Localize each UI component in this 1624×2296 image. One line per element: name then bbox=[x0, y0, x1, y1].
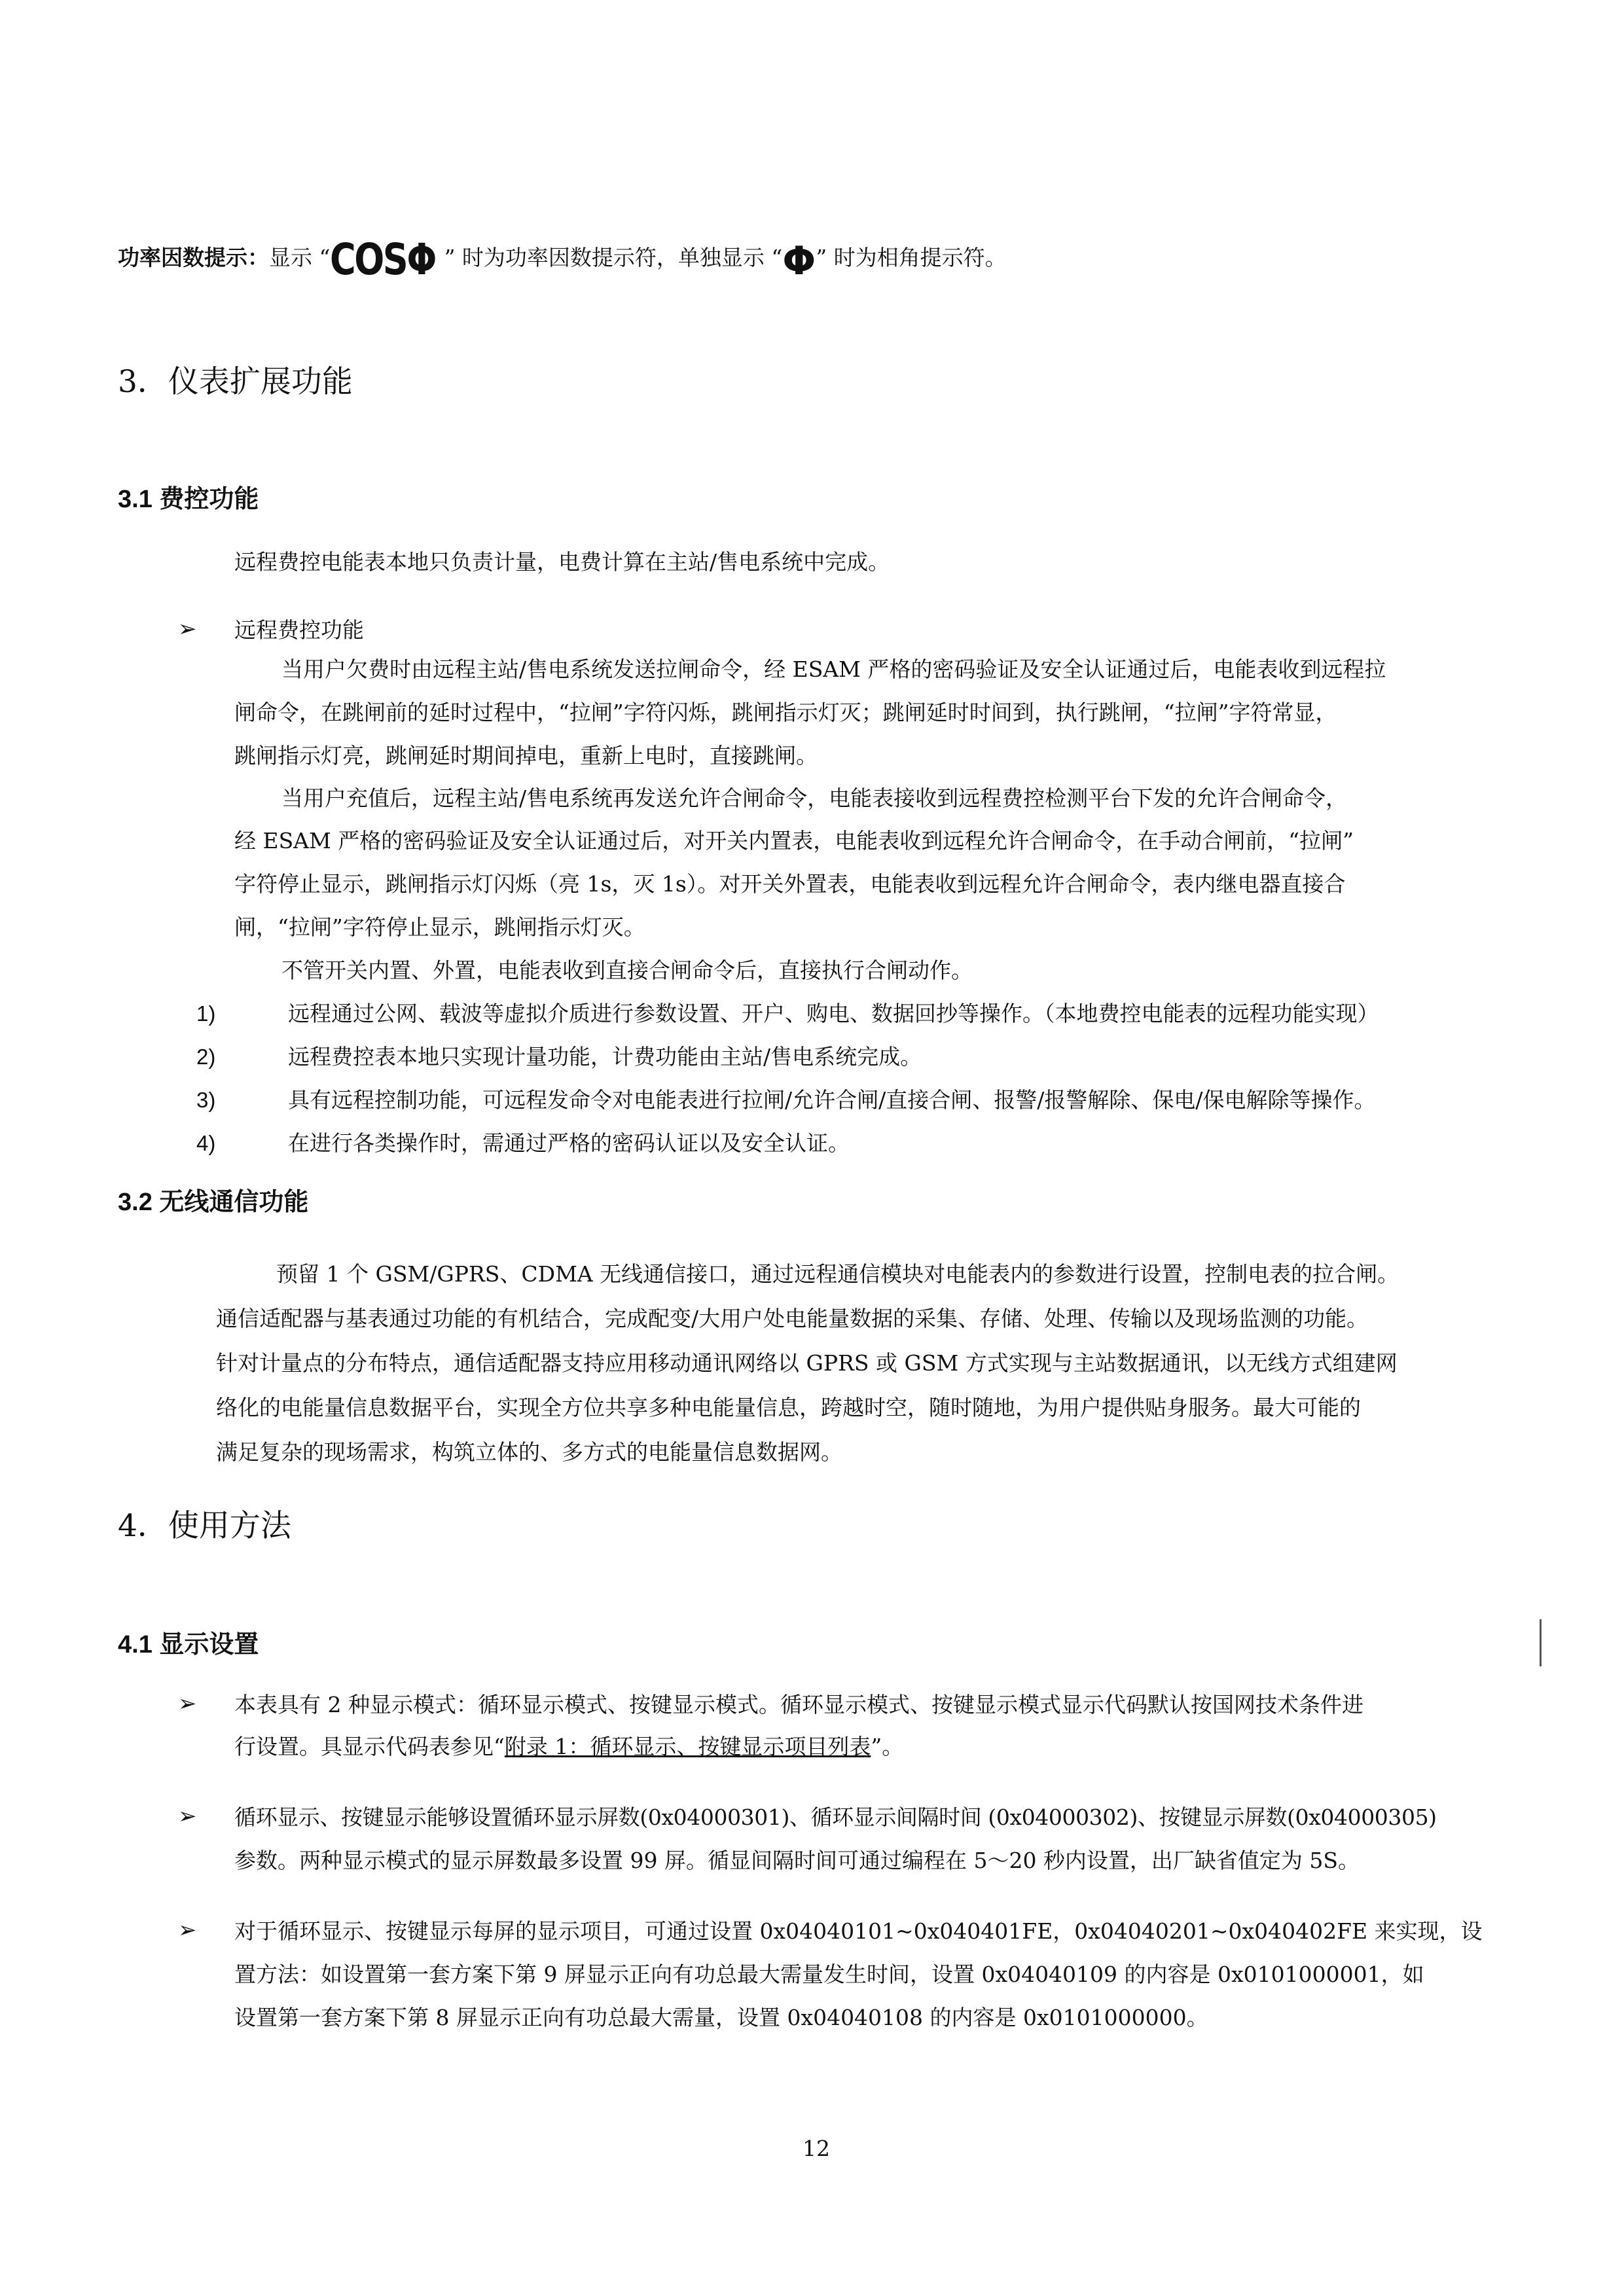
list-item: 远程通过公网、载波等虚拟介质进行参数设置、开户、购电、数据回抄等操作。（本地费控电能表的远程功能实现） bbox=[288, 1001, 1379, 1026]
b1-line2-pre: 行设置。具显示代码表参见“ bbox=[234, 1734, 505, 1759]
bullet-arrow-icon: ➢ bbox=[178, 1691, 197, 1717]
list-number: 3) bbox=[196, 1088, 216, 1112]
para-line: 参数。两种显示模式的显示屏数最多设置 99 屏。循显间隔时间可通过编程在 5～20 秒内设置，出厂缺省值定为 5S。 bbox=[234, 1848, 1360, 1873]
phi-symbol: Φ bbox=[782, 238, 816, 284]
bullet-title-remote-control: 远程费控功能 bbox=[234, 617, 364, 643]
pf-text-3: ” 时为相角提示符。 bbox=[816, 245, 1007, 270]
list-number: 4) bbox=[196, 1131, 216, 1155]
para-line: 当用户充值后，远程主站/售电系统再发送允许合闸命令，电能表接收到远程费控检测平台下发的允许合闸命令， bbox=[281, 785, 1348, 811]
list-item: 远程费控表本地只实现计量功能，计费功能由主站/售电系统完成。 bbox=[288, 1044, 922, 1069]
para-line: 字符停止显示，跳闸指示灯闪烁（亮 1s，灭 1s）。对开关外置表，电能表收到远程允许合闸命令，表内继电器直接合 bbox=[234, 871, 1346, 897]
para-line: 本表具有 2 种显示模式：循环显示模式、按键显示模式。循环显示模式、按键显示模式显示代码默认按国网技术条件进 bbox=[234, 1692, 1363, 1717]
para-line: 满足复杂的现场需求，构筑立体的、多方式的电能量信息数据网。 bbox=[216, 1439, 842, 1465]
appendix-link[interactable]: 附录 1：循环显示、按键显示项目列表 bbox=[504, 1734, 871, 1759]
list-number: 1) bbox=[196, 1001, 216, 1026]
para-line: 不管开关内置、外置，电能表收到直接合闸命令后，直接执行合闸动作。 bbox=[281, 958, 973, 983]
power-factor-label: 功率因数提示： bbox=[118, 245, 269, 270]
cos-phi-symbol: COSΦ bbox=[330, 234, 436, 285]
para-line: 预留 1 个 GSM/GPRS、CDMA 无线通信接口，通过远程通信模块对电能表内的参数进行设置，控制电表的拉合闸。 bbox=[276, 1261, 1399, 1287]
para-line: 跳闸指示灯亮，跳闸延时期间掉电，重新上电时，直接跳闸。 bbox=[234, 743, 818, 768]
list-item: 在进行各类操作时，需通过严格的密码认证以及安全认证。 bbox=[288, 1130, 850, 1156]
para-line: 络化的电能量信息数据平台，实现全方位共享多种电能量信息，跨越时空，随时随地，为用户提供贴身服务。最大可能的 bbox=[216, 1395, 1361, 1420]
page-number: 12 bbox=[803, 2136, 830, 2161]
para-line: 当用户欠费时由远程主站/售电系统发送拉闸命令，经 ESAM 严格的密码验证及安全认证通过后，电能表收到远程拉 bbox=[281, 656, 1386, 682]
para-line: 经 ESAM 严格的密码验证及安全认证通过后，对开关内置表，电能表收到远程允许合闸命令，在手动合闸前，“拉闸” bbox=[234, 828, 1354, 853]
section-3-1-heading: 3.1 费控功能 bbox=[118, 486, 259, 513]
pf-text-1: 显示 “ bbox=[269, 245, 331, 270]
bullet-arrow-icon: ➢ bbox=[178, 616, 197, 642]
b1-line2-post: ”。 bbox=[871, 1734, 904, 1759]
section-4-heading: 4．使用方法 bbox=[118, 1508, 291, 1544]
section-3-1-intro: 远程费控电能表本地只负责计量，电费计算在主站/售电系统中完成。 bbox=[234, 549, 890, 575]
para-line: 针对计量点的分布特点，通信适配器支持应用移动通讯网络以 GPRS 或 GSM 方式实现与主站数据通讯，以无线方式组建网 bbox=[216, 1350, 1398, 1376]
para-line: 闸，“拉闸”字符停止显示，跳闸指示灯灭。 bbox=[234, 914, 645, 940]
section-3-2-heading: 3.2 无线通信功能 bbox=[118, 1189, 309, 1216]
list-item: 具有远程控制功能，可远程发命令对电能表进行拉闸/允许合闸/直接合闸、报警/报警解除、保电/保电解除等操作。 bbox=[288, 1087, 1376, 1113]
para-line bbox=[234, 1736, 903, 1757]
list-number: 2) bbox=[196, 1045, 216, 1069]
section-3-heading: 3．仪表扩展功能 bbox=[118, 364, 353, 400]
change-bar bbox=[1540, 1619, 1542, 1666]
para-line: 对于循环显示、按键显示每屏的显示项目，可通过设置 0x04040101~0x040401FE，0x04040201~0x040402FE 来实现，设 bbox=[234, 1918, 1483, 1944]
pf-text-2: ” 时为功率因数提示符，单独显示 “ bbox=[444, 245, 783, 270]
section-4-1-heading: 4.1 显示设置 bbox=[118, 1631, 259, 1659]
bullet-arrow-icon: ➢ bbox=[178, 1917, 197, 1943]
para-line: 通信适配器与基表通过功能的有机结合，完成配变/大用户处电能量数据的采集、存储、处理、传输以及现场监测的功能。 bbox=[216, 1306, 1369, 1331]
bullet-arrow-icon: ➢ bbox=[178, 1803, 197, 1829]
power-factor-line bbox=[118, 234, 1007, 285]
para-line: 循环显示、按键显示能够设置循环显示屏数(0x04000301)、循环显示间隔时间 (0x04000302)、按键显示屏数(0x04000305) bbox=[234, 1804, 1437, 1830]
para-line: 置方法：如设置第一套方案下第 9 屏显示正向有功总最大需量发生时间，设置 0x04040109 的内容是 0x0101000001，如 bbox=[234, 1962, 1424, 1987]
para-line: 闸命令，在跳闸前的延时过程中，“拉闸”字符闪烁，跳闸指示灯灭；跳闸延时时间到，执行跳闸，“拉闸”字符常显， bbox=[234, 700, 1337, 725]
para-line: 设置第一套方案下第 8 屏显示正向有功总最大需量，设置 0x04040108 的内容是 0x0101000000。 bbox=[234, 2005, 1208, 2030]
